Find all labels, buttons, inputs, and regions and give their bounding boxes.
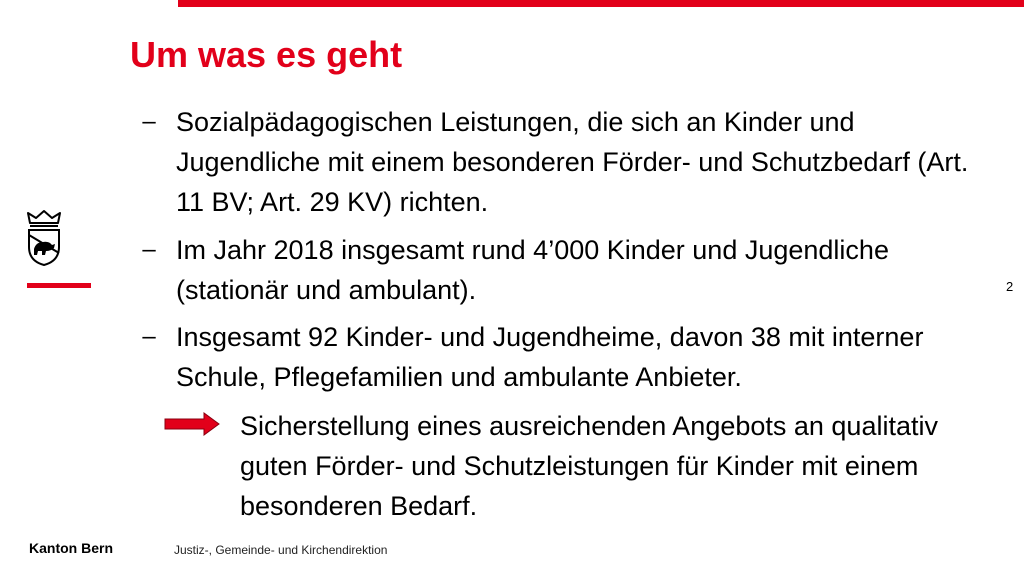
arrow-right-icon	[164, 412, 220, 436]
bern-coat-of-arms-icon	[24, 209, 64, 267]
bullet-text: Im Jahr 2018 insgesamt rund 4’000 Kinder und Jugendliche (stationär und ambulant).	[176, 235, 889, 305]
bullet-item	[138, 102, 988, 222]
conclusion-text: Sicherstellung eines ausreichenden Angebots an qualitativ guten Förder- und Schutzleistungen für Kinder mit einem besonderen Bedarf.	[240, 411, 938, 521]
footer-department: Justiz-, Gemeinde- und Kirchendirektion	[174, 543, 388, 557]
bullet-text: Sozialpädagogischen Leistungen, die sich an Kinder und Jugendliche mit einem besonderen Förder- und Schutzbedarf (Art. 11 BV; Art. 29 KV) richten.	[176, 107, 969, 217]
bullet-marker: –	[142, 236, 156, 263]
bullet-item	[138, 230, 988, 310]
slide-title: Um was es geht	[130, 34, 403, 75]
top-accent-bar	[178, 0, 1024, 7]
bullet-marker: –	[142, 108, 156, 135]
bullet-item	[138, 317, 988, 397]
bullet-text: Insgesamt 92 Kinder- und Jugendheime, davon 38 mit interner Schule, Pflegefamilien und ambulante Anbieter.	[176, 322, 924, 392]
page-number: 2	[1006, 279, 1014, 294]
bullet-marker: –	[142, 323, 156, 350]
logo-accent-line	[27, 283, 91, 288]
footer-organization: Kanton Bern	[29, 540, 113, 556]
